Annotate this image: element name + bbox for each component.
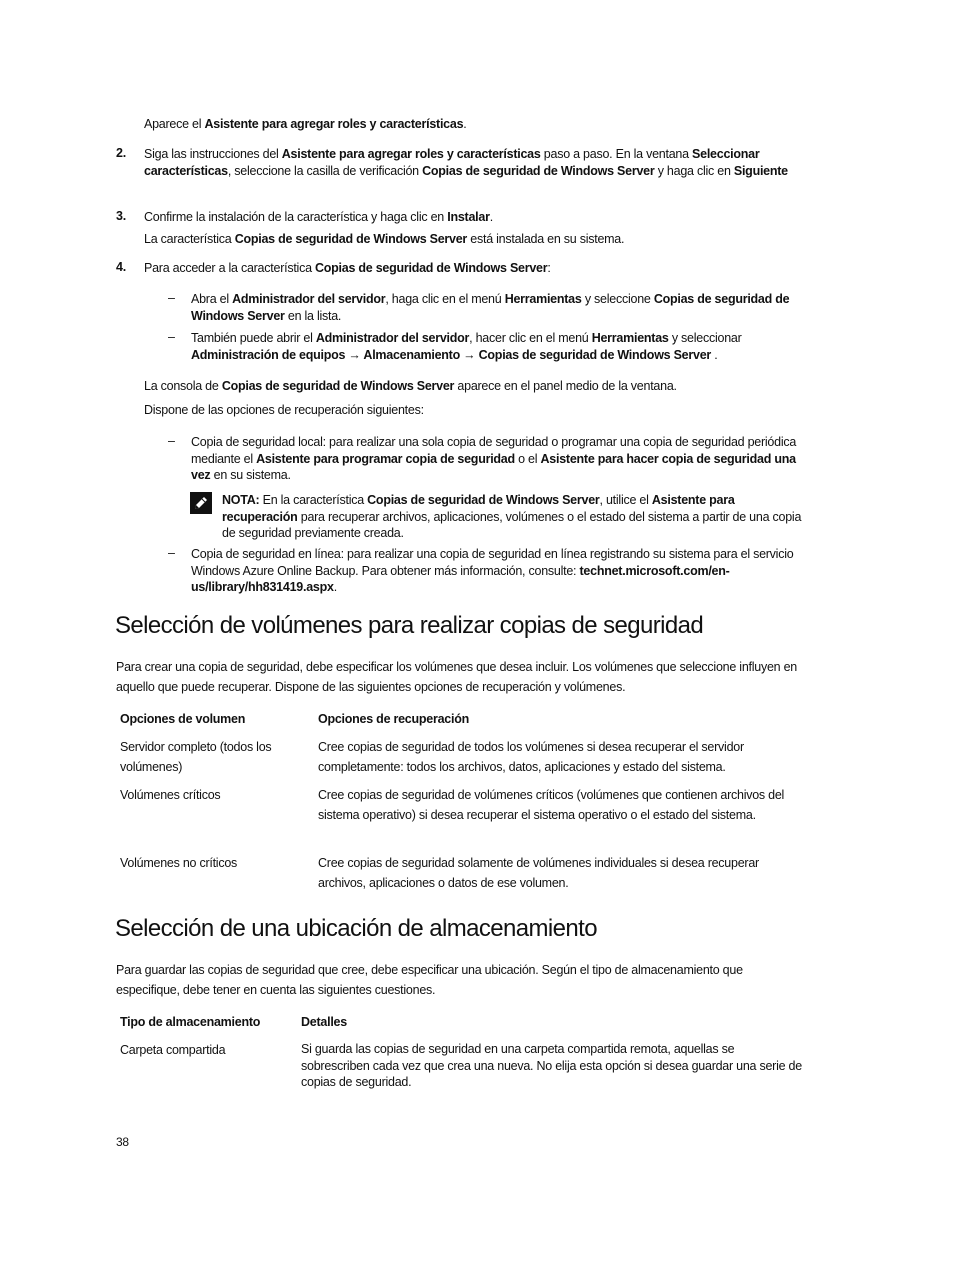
step4-sub1: Abra el Administrador del servidor, haga clic en el menú Herramientas y seleccione Copias de seguridad de Windows Server en la lista. [191,292,790,323]
section-volumes-intro: Para crear una copia de seguridad, debe especificar los volúmenes que desea incluir. Los volúmenes que seleccione influyen en aquello que puede recuperar. Dispone de las siguientes opciones de recuperación y volúmenes. [116,660,797,694]
table-cell: Volúmenes críticos [120,788,221,802]
option-online-backup: Copia de seguridad en línea: para realizar una copia de seguridad en línea registrando su sistema para el servicio Windows Azure Online Backup. Para obtener más información, consulte: technet.microsoft.com/en-us/library/hh831419.aspx. [191,547,794,594]
step4-sub2: También puede abrir el Administrador del servidor, hacer clic en el menú Herramientas y seleccionar Administración de equipos → Almacenamiento → Copias de seguridad de Windows Server . [191,331,742,362]
list-dash: – [168,291,175,305]
table-header: Detalles [301,1015,347,1029]
console-text: La consola de Copias de seguridad de Windows Server aparece en el panel medio de la ventana. [144,379,677,393]
step2-number: 2. [116,146,126,160]
table-cell: Cree copias de seguridad solamente de volúmenes individuales si desea recuperar archivos, aplicaciones o datos de ese volumen. [318,856,759,890]
note-pencil-icon [190,492,212,514]
step3-result: La característica Copias de seguridad de Windows Server está instalada en su sistema. [144,232,625,246]
step3-number: 3. [116,209,126,223]
step4-number: 4. [116,260,126,274]
table-cell: Si guarda las copias de seguridad en una carpeta compartida remota, aquellas se sobrescriben cada vez que crea una nueva. No elija esta opción si desea guardar una serie de copias de seguridad. [301,1042,802,1089]
option-local-backup: Copia de seguridad local: para realizar una sola copia de seguridad o programar una copia de seguridad periódica mediante el Asistente para programar copia de seguridad o el Asistente para hacer copia de seguridad una vez en su sistema. [191,435,797,482]
table-cell: Volúmenes no críticos [120,856,238,870]
table-cell: Servidor completo (todos los volúmenes) [120,740,272,774]
table-header: Opciones de volumen [120,712,246,726]
section-title-volumes: Selección de volúmenes para realizar copias de seguridad [115,612,704,639]
list-dash: – [168,434,175,448]
table-header: Tipo de almacenamiento [120,1015,261,1029]
table-cell: Cree copias de seguridad de todos los volúmenes si desea recuperar el servidor completamente: todos los archivos, datos, aplicaciones y estado del sistema. [318,740,744,774]
table-header: Opciones de recuperación [318,712,469,726]
list-dash: – [168,330,175,344]
step4-text: Para acceder a la característica Copias de seguridad de Windows Server: [144,261,551,275]
step2-text: Siga las instrucciones del Asistente para agregar roles y características paso a paso. En la ventana Seleccionar características, seleccione la casilla de verificación Copias de seguridad de Windows Server y haga clic en Siguiente [144,147,788,178]
list-dash: – [168,546,175,560]
page-number: 38 [116,1135,129,1149]
step1-result: Aparece el Asistente para agregar roles y características. [144,117,467,131]
section-storage-intro: Para guardar las copias de seguridad que cree, debe especificar una ubicación. Según el tipo de almacenamiento que especifique, debe tener en cuenta las siguientes cuestiones. [116,963,743,997]
table-cell: Cree copias de seguridad de volúmenes críticos (volúmenes que contienen archivos del sistema operativo) si desea recuperar el sistema operativo o el estado del sistema. [318,788,785,822]
options-intro: Dispone de las opciones de recuperación siguientes: [144,403,424,417]
table-cell: Carpeta compartida [120,1043,226,1057]
section-title-storage: Selección de una ubicación de almacenamiento [115,915,597,942]
note-text: NOTA: En la característica Copias de seguridad de Windows Server, utilice el Asistente para recuperación para recuperar archivos, aplicaciones, volúmenes o el estado del sistema a partir de una copia de seguridad previamente creada. [222,493,802,540]
step3-text: Confirme la instalación de la característica y haga clic en Instalar. [144,210,493,224]
